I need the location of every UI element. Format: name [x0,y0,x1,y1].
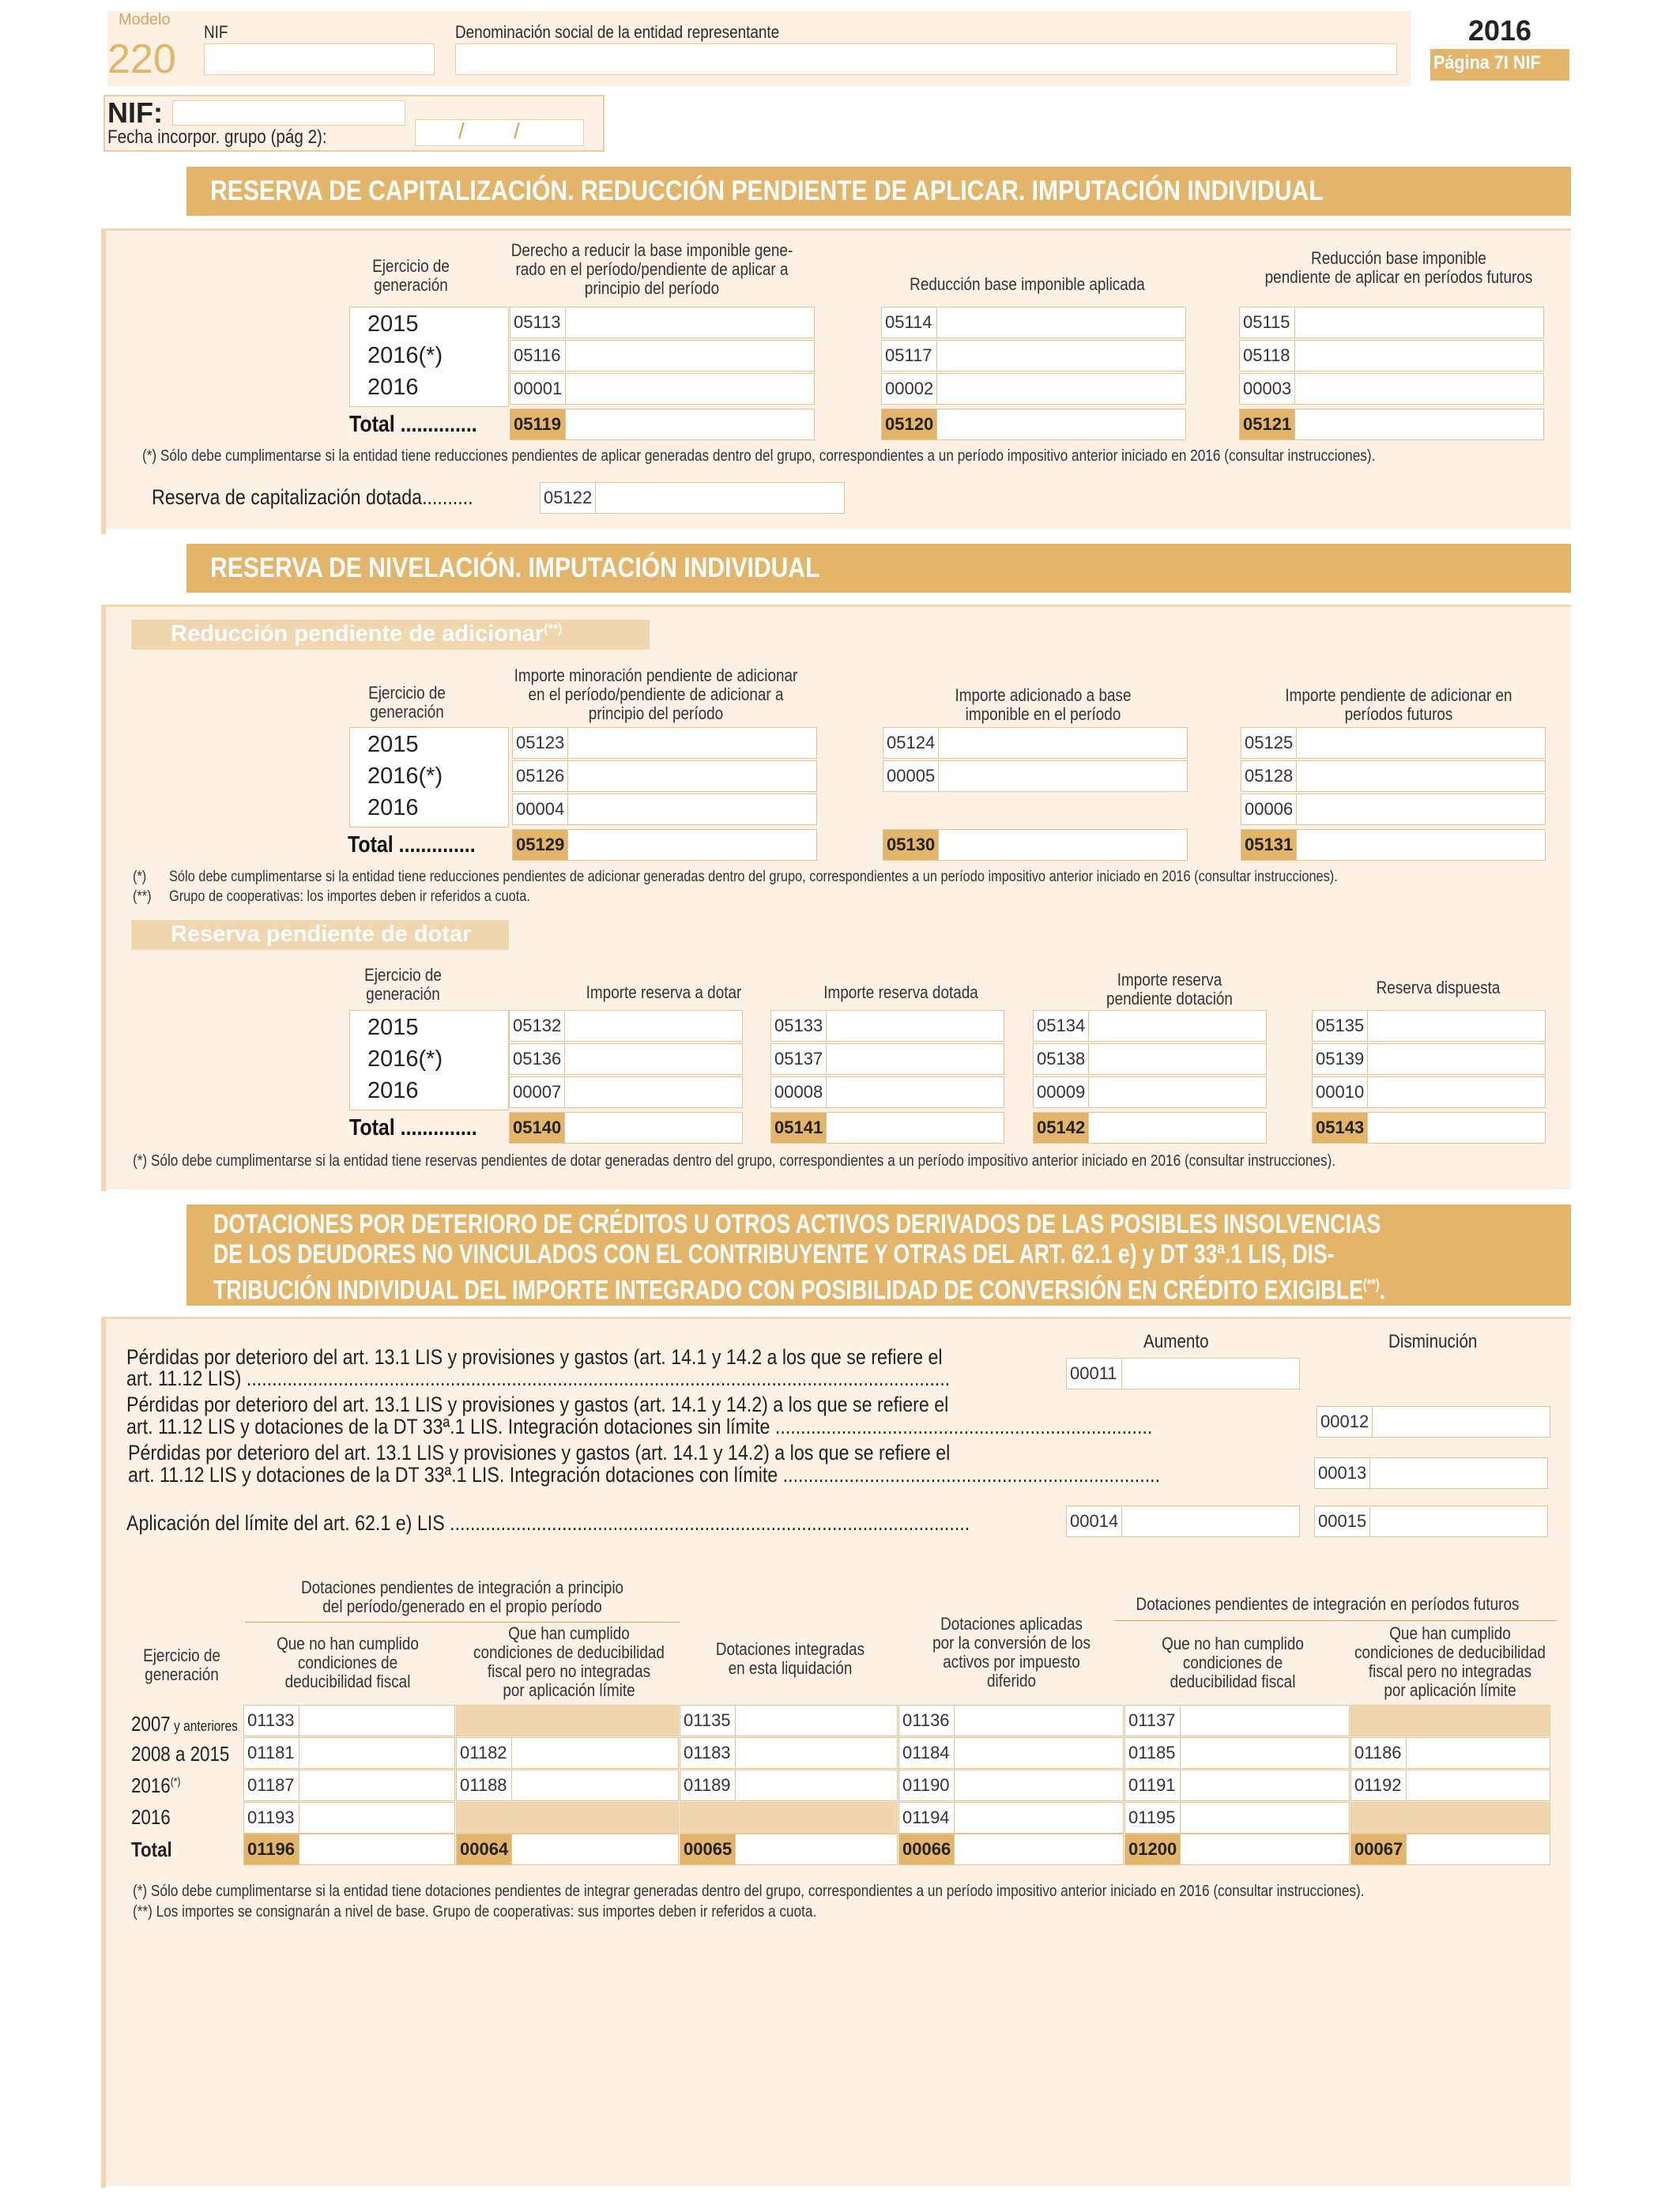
field-code: 01185 [1125,1738,1181,1768]
field-00010[interactable] [1312,1076,1546,1108]
s2-sideline [101,605,106,1191]
field-code: 05120 [882,409,937,439]
field-code: 00015 [1315,1506,1370,1536]
field-00008[interactable] [770,1076,1004,1108]
modelo-number: 220 [107,36,176,82]
field-gray-r1c2 [456,1705,679,1736]
field-05116[interactable] [510,340,815,371]
field-05143[interactable] [1312,1112,1546,1144]
field-code: 00009 [1034,1077,1089,1107]
fecha-separators: / / [458,119,520,143]
field-code: 05142 [1034,1113,1089,1143]
s1-col0-header: Ejercicio de generación [372,256,450,295]
field-01185[interactable] [1124,1737,1350,1769]
field-code: 05125 [1241,728,1297,758]
field-code: 01137 [1125,1706,1181,1736]
s2-year-1: 2015 [367,732,419,757]
s1-year-2: 2016(*) [367,343,443,368]
s3-aumento-label: Aumento [1143,1331,1209,1352]
field-code: 00012 [1317,1407,1373,1437]
field-01193[interactable] [243,1802,455,1834]
field-05131[interactable] [1241,829,1546,861]
field-code: 00065 [680,1834,736,1864]
nif-big-label: NIF: [107,96,163,129]
s3-total-label: Total [131,1838,172,1861]
field-05130[interactable] [883,829,1188,861]
field-05136[interactable] [509,1043,743,1075]
field-05132[interactable] [509,1010,743,1042]
field-05121[interactable] [1239,409,1544,440]
field-code: 05143 [1313,1113,1368,1143]
s1-year-3: 2016 [367,375,419,400]
field-code: 01193 [244,1803,299,1833]
field-code: 05130 [883,830,939,860]
field-code: 00011 [1067,1359,1122,1389]
field-code: 00004 [513,794,568,824]
s2-col0-header: Ejercicio de generación [368,683,446,722]
field-00002[interactable] [881,373,1186,405]
s2-total-label: Total .............. [348,832,476,858]
field-code: 05123 [513,728,568,758]
field-05140[interactable] [509,1112,743,1144]
field-01181[interactable] [243,1737,455,1769]
field-05124[interactable] [883,727,1188,759]
field-01188[interactable] [456,1770,679,1801]
s3-group2-header: Dotaciones pendientes de integración en períodos futuros [1136,1594,1520,1614]
field-code: 00006 [1241,794,1297,824]
field-01189[interactable] [680,1770,898,1801]
field-05123[interactable] [512,727,817,759]
field-00013[interactable] [1314,1457,1548,1489]
nif-group-input[interactable] [172,100,405,126]
field-05113[interactable] [510,307,815,338]
field-code: 00007 [510,1077,565,1107]
field-05129[interactable] [512,829,817,861]
s2-sub1-sup: (**) [544,622,563,636]
field-code: 01189 [680,1770,736,1800]
s2-year-3: 2016 [367,795,419,820]
s2-r-col0-header: Ejercicio de generación [364,965,442,1004]
field-code: 05139 [1313,1044,1368,1074]
s3-col4-header: Dotaciones aplicadas por la conversión de los activos por impuesto diferido [932,1614,1090,1691]
field-code: 01184 [899,1738,955,1768]
field-code: 05133 [771,1011,827,1041]
field-code: 05124 [883,728,939,758]
field-gray-r4c2 [456,1802,679,1834]
s3-p3-line1: Pérdidas por deterioro del art. 13.1 LIS y provisiones y gastos (art. 14.1 y 14.2) a los que se refiere el [128,1441,951,1465]
s3-p3-line2: art. 11.12 LIS y dotaciones de la DT 33ª.1 LIS. Integración dotaciones con límite .......................................................................... [128,1463,1161,1487]
field-code: 01188 [457,1770,512,1800]
field-code: 05122 [541,483,596,513]
s1-reserva-label: Reserva de capitalización dotada.......... [152,485,473,509]
s3-p4-label: Aplicación del límite del art. 62.1 e) LIS ...................................................................................................... [126,1511,970,1535]
s3-note2: (**) Los importes se consignarán a nivel de base. Grupo de cooperativas: sus importes deben ir referidos a cuota. [133,1903,817,1921]
field-code: 00014 [1067,1506,1122,1536]
s3-sideline [101,1317,106,2188]
modelo-label: Modelo [119,11,171,28]
field-code: 00013 [1315,1458,1370,1488]
s3-row1-year-text: 2007 [131,1712,171,1736]
field-code: 05135 [1313,1011,1368,1041]
s3-title-l3 [213,1269,1385,1305]
field-01190[interactable] [898,1770,1124,1801]
s3-group1-rule [245,1622,680,1623]
field-05114[interactable] [881,307,1186,338]
field-05138[interactable] [1033,1043,1267,1075]
field-gray-r1c6 [1350,1705,1550,1736]
field-05119[interactable] [510,409,815,440]
field-05122[interactable] [540,482,845,514]
field-code: 01200 [1125,1834,1181,1864]
field-code: 01192 [1351,1770,1407,1800]
s2-col2-header: Importe adicionado a base imponible en el período [955,685,1132,724]
s3-row1-year [131,1712,238,1736]
field-code: 01136 [899,1706,955,1736]
field-01196[interactable] [243,1834,455,1865]
field-00006[interactable] [1241,794,1546,825]
s3-title-l1: DOTACIONES POR DETERIORO DE CRÉDITOS U OTROS ACTIVOS DERIVADOS DE LAS POSIBLES INSOLVENCIAS [213,1209,1381,1239]
field-00015[interactable] [1314,1506,1548,1537]
field-00012[interactable] [1317,1406,1550,1438]
field-01200[interactable] [1124,1834,1350,1865]
denominacion-input[interactable] [455,43,1397,75]
s3-disminucion-label: Disminución [1388,1331,1478,1352]
s1-col1-header: Derecho a reducir la base imponible gene- rado en el período/pendiente de aplicar a principio del período [510,240,793,298]
s2-r-col4-header: Reserva dispuesta [1376,978,1501,997]
field-code: 01133 [244,1706,299,1736]
s3-row3-year [131,1774,180,1798]
s3-col0-header: Ejercicio de generación [143,1646,220,1684]
s1-col3-header: Reducción base imponible pendiente de aplicar en períodos futuros [1264,248,1533,287]
s1-sideline [101,228,106,534]
field-01133[interactable] [243,1705,455,1736]
s3-title-sup: (**) [1363,1276,1380,1292]
field-00064[interactable] [456,1834,679,1865]
s3-row4-year: 2016 [131,1805,171,1829]
field-code: 01196 [244,1834,299,1864]
field-00014[interactable] [1066,1506,1300,1537]
field-code: 00067 [1351,1834,1407,1864]
denominacion-label: Denominación social de la entidad representante [455,22,780,42]
field-code: 01181 [244,1738,299,1768]
s3-row2-year: 2008 a 2015 [131,1742,230,1766]
s2-sub2-title: Reserva pendiente de dotar [171,922,472,947]
field-code: 01182 [457,1738,512,1768]
field-01194[interactable] [898,1802,1124,1834]
field-05115[interactable] [1239,307,1544,338]
s2-r-year-3: 2016 [367,1078,419,1103]
field-code: 01190 [899,1770,955,1800]
nif-input[interactable] [204,43,435,75]
s3-group1-header: Dotaciones pendientes de integración a principio del período/generado en el propio período [300,1578,624,1616]
field-00001[interactable] [510,373,815,405]
field-code: 05137 [771,1044,827,1074]
s1-note: (*) Sólo debe cumplimentarse si la entidad tiene reducciones pendientes de aplicar generadas dentro del grupo, correspondientes a un período impositivo anterior iniciado en 2016 (consultar instrucciones). [142,447,1376,465]
field-code: 05119 [510,409,566,439]
field-code: 05121 [1240,409,1295,439]
field-code: 00002 [882,374,937,404]
field-05126[interactable] [512,760,817,792]
field-code: 05128 [1241,761,1297,791]
s3-group2-rule [1114,1620,1557,1621]
field-00066[interactable] [898,1834,1124,1865]
field-gray-r4c6 [1350,1802,1550,1834]
s2-r-total-label: Total .............. [349,1115,477,1140]
page-label: Página 7I NIF [1433,52,1541,74]
field-code: 05138 [1034,1044,1089,1074]
s3-p1-line1: Pérdidas por deterioro del art. 13.1 LIS y provisiones y gastos (art. 14.1 y 14.2 a los que se refiere el [126,1345,943,1369]
field-00065[interactable] [680,1834,898,1865]
s2-r-col2-header: Importe reserva dotada [823,982,978,1002]
field-00011[interactable] [1066,1358,1300,1389]
field-01137[interactable] [1124,1705,1350,1736]
field-01136[interactable] [898,1705,1124,1736]
field-code: 01194 [899,1803,955,1833]
s2-title: RESERVA DE NIVELACIÓN. IMPUTACIÓN INDIVIDUAL [210,552,820,583]
field-code: 00001 [510,374,566,404]
field-code: 05132 [510,1011,565,1041]
field-code: 00066 [899,1834,955,1864]
s3-col3-header: Dotaciones integradas en esta liquidación [715,1639,865,1678]
field-code: 01195 [1125,1803,1181,1833]
s3-row1-year-suffix: y anteriores [170,1718,238,1734]
field-code: 05115 [1240,307,1295,337]
field-01182[interactable] [456,1737,679,1769]
field-code: 05131 [1241,830,1297,860]
s3-note1: (*) Sólo debe cumplimentarse si la entidad tiene dotaciones pendientes de integrar generadas dentro del grupo, correspondientes a un período impositivo anterior iniciado en 2016 (consultar instrucciones). [133,1883,1365,1900]
field-code: 00064 [457,1834,512,1864]
s2-year-2: 2016(*) [367,763,443,789]
field-05125[interactable] [1241,727,1546,759]
field-05117[interactable] [881,340,1186,371]
field-code: 01191 [1125,1770,1181,1800]
s3-title-period: . [1379,1275,1386,1306]
field-00004[interactable] [512,794,817,825]
field-01192[interactable] [1350,1770,1550,1801]
field-05120[interactable] [881,409,1186,440]
s2-note1-mark: (*) [133,869,147,885]
s3-title-l3-text: TRIBUCIÓN INDIVIDUAL DEL IMPORTE INTEGRADO CON POSIBILIDAD DE CONVERSIÓN EN CRÉDITO EXIGIBLE [213,1275,1364,1306]
field-00009[interactable] [1033,1076,1267,1108]
s3-row3-year-suffix: (*) [170,1774,181,1788]
field-05142[interactable] [1033,1112,1267,1144]
s2-sub1-title [171,621,562,647]
field-code: 01186 [1351,1738,1407,1768]
field-code: 05118 [1240,341,1295,371]
field-01184[interactable] [898,1737,1124,1769]
field-01186[interactable] [1350,1737,1550,1769]
year-badge: 2016 [1467,14,1532,47]
s1-total-label: Total .............. [349,412,477,437]
s3-col6-header: Que han cumplido condiciones de deducibilidad fiscal pero no integradas por aplicación límite [1354,1623,1546,1700]
s3-p2-line1: Pérdidas por deterioro del art. 13.1 LIS y provisiones y gastos (art. 14.1 y 14.2) a los que se refiere el [126,1393,949,1416]
s3-p1-line2: art. 11.12 LIS) .......................................................................................................................................... [126,1367,951,1390]
s2-r-year-1: 2015 [367,1015,419,1040]
s3-col2-header: Que han cumplido condiciones de deducibilidad fiscal pero no integradas por aplicación límite [473,1623,665,1700]
field-gray-r4c3 [680,1802,898,1834]
field-05141[interactable] [770,1112,1004,1144]
field-code: 00005 [883,761,939,791]
field-05133[interactable] [770,1010,1004,1042]
s2-col1-header: Importe minoración pendiente de adicionar en el período/pendiente de adicionar a principio del período [514,665,798,723]
field-00003[interactable] [1239,373,1544,405]
field-05118[interactable] [1239,340,1544,371]
s1-col2-header: Reducción base imponible aplicada [910,274,1145,294]
field-code: 05129 [513,830,568,860]
field-01191[interactable] [1124,1770,1350,1801]
field-code: 05136 [510,1044,565,1074]
field-code: 00010 [1313,1077,1368,1107]
field-code: 05117 [882,341,937,371]
field-00005[interactable] [883,760,1188,792]
s2-r-col1-header: Importe reserva a dotar [586,982,742,1002]
field-01135[interactable] [680,1705,898,1736]
field-code: 00003 [1240,374,1295,404]
s2-note1: Sólo debe cumplimentarse si la entidad tiene reducciones pendientes de adicionar generadas dentro del grupo, correspondientes a un período impositivo anterior iniciado en 2016 (consultar instrucciones). [169,869,1338,885]
field-05128[interactable] [1241,760,1546,792]
s3-title-l2: DE LOS DEUDORES NO VINCULADOS CON EL CONTRIBUYENTE Y OTRAS DEL ART. 62.1 e) y DT 33ª.1 LIS, DIS- [213,1239,1335,1269]
field-code: 05114 [882,307,937,337]
s2-col3-header: Importe pendiente de adicionar en períodos futuros [1285,685,1512,724]
field-code: 05126 [513,761,568,791]
field-code: 00008 [771,1077,827,1107]
field-code: 05140 [510,1113,565,1143]
field-01187[interactable] [243,1770,455,1801]
field-code: 01187 [244,1770,299,1800]
s3-col1-header: Que no han cumplido condiciones de deducibilidad fiscal [277,1634,419,1691]
nif-label: NIF [204,22,228,42]
fecha-label: Fecha incorpor. grupo (pág 2): [107,126,327,148]
field-code: 05116 [510,341,566,371]
field-01183[interactable] [680,1737,898,1769]
field-00067[interactable] [1350,1834,1550,1865]
field-01195[interactable] [1124,1802,1350,1834]
s3-p2-line2: art. 11.12 LIS y dotaciones de la DT 33ª.1 LIS. Integración dotaciones sin límite .......................................................................... [126,1415,1153,1438]
field-05134[interactable] [1033,1010,1267,1042]
field-00007[interactable] [509,1076,743,1108]
field-code: 01183 [680,1738,736,1768]
field-05139[interactable] [1312,1043,1546,1075]
s2-r-note: (*) Sólo debe cumplimentarse si la entidad tiene reservas pendientes de dotar generadas dentro del grupo, correspondientes a un período impositivo anterior iniciado en 2016 (consultar instrucciones). [133,1152,1336,1170]
field-code: 05141 [771,1113,827,1143]
s2-r-year-2: 2016(*) [367,1046,443,1072]
s2-r-col3-header: Importe reserva pendiente dotación [1106,970,1233,1008]
s1-year-1: 2015 [367,311,419,337]
field-code: 05113 [510,307,566,337]
field-05137[interactable] [770,1043,1004,1075]
s2-note2-mark: (**) [133,888,152,905]
s1-title: RESERVA DE CAPITALIZACIÓN. REDUCCIÓN PENDIENTE DE APLICAR. IMPUTACIÓN INDIVIDUAL [210,175,1324,206]
field-code: 01135 [680,1706,736,1736]
s2-note2: Grupo de cooperativas: los importes deben ir referidos a cuota. [169,888,530,905]
field-05135[interactable] [1312,1010,1546,1042]
field-code: 05134 [1034,1011,1089,1041]
s3-col5-header: Que no han cumplido condiciones de deducibilidad fiscal [1162,1634,1304,1691]
s3-row3-year-text: 2016 [131,1774,171,1797]
s2-sub1-text: Reducción pendiente de adicionar [171,621,544,647]
